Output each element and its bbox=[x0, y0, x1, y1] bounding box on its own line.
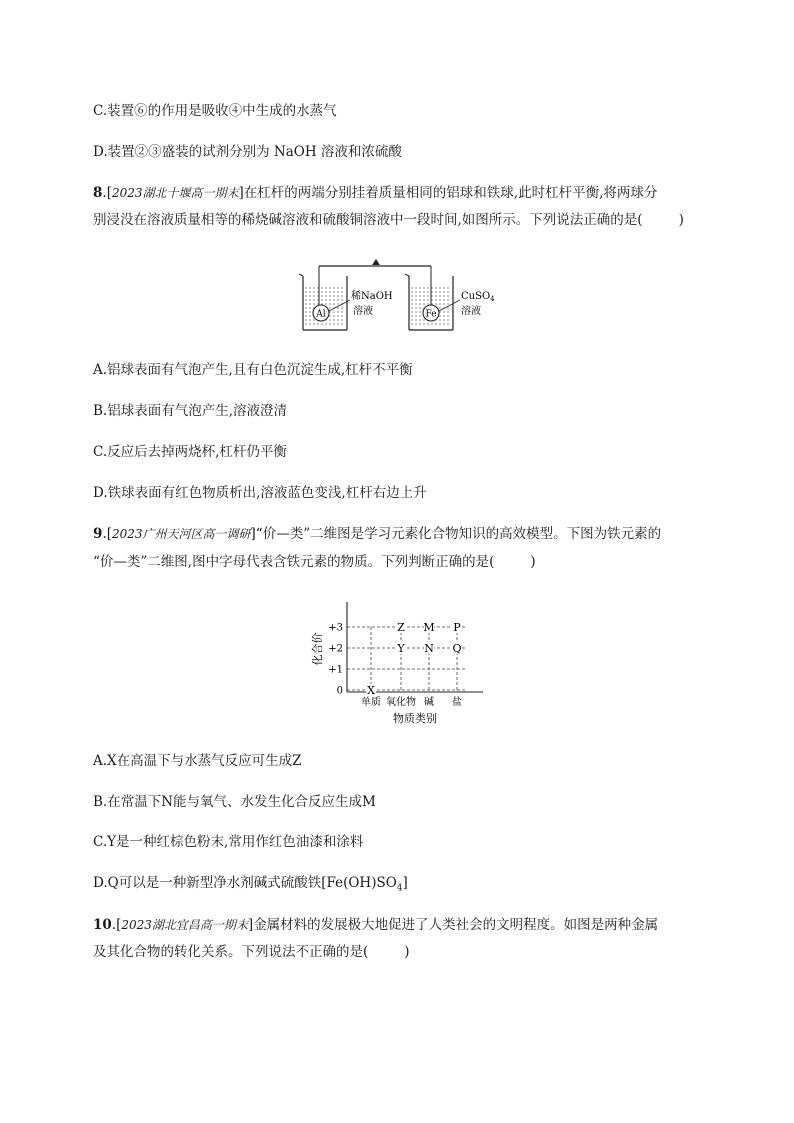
y-tick-label: +2 bbox=[328, 643, 343, 655]
q8-option-d: D.铁球表面有红色物质析出,溶液蓝色变浅,杠杆右边上升 bbox=[93, 485, 427, 501]
q8-option-b: B.铝球表面有气泡产生,溶液澄清 bbox=[93, 403, 288, 419]
q9-option-d-text: D.Q可以是一种新型净水剂碱式硫酸铁[Fe(OH)SO bbox=[93, 875, 397, 891]
q10-stem-line2 bbox=[93, 943, 410, 961]
q7-option-c: C.装置⑥的作用是吸收④中生成的水蒸气 bbox=[93, 103, 337, 119]
q8-option-c: C.反应后去掉两烧杯,杠杆仍平衡 bbox=[93, 444, 287, 460]
q10-paren-close: ) bbox=[404, 944, 410, 960]
y-axis-title: 化合价 bbox=[311, 632, 324, 666]
point-Q: Q bbox=[452, 642, 462, 655]
q10-stem-line1: 10.[2023湖北宜昌高一期末]金属材料的发展极大地促进了人类社会的文明程度。如图是两种金属 bbox=[93, 917, 659, 933]
point-M: M bbox=[423, 621, 435, 634]
q8-lever-figure bbox=[295, 250, 510, 338]
q10-stem-text1: 金属材料的发展极大地促进了人类社会的文明程度。如图是两种金属 bbox=[253, 917, 659, 933]
q10-stem-text2: 及其化合物的转化关系。下列说法不正确的是( bbox=[93, 944, 369, 960]
q8-number: 8 bbox=[93, 185, 103, 201]
y-tick-label: +3 bbox=[328, 622, 343, 634]
q9-stem-text1: “价—类”二维图是学习元素化合物知识的高效模型。下图为铁元素的 bbox=[255, 526, 662, 542]
left-solution-label1: 稀NaOH bbox=[351, 291, 393, 302]
q9-option-b: B.在常温下N能与氧气、水发生化合反应生成M bbox=[93, 794, 376, 810]
y-tick-label: 0 bbox=[336, 685, 343, 697]
q8-stem-text2: 别浸没在溶液质量相等的稀烧碱溶液和硫酸铜溶液中一段时间,如图所示。下列说法正确的是( bbox=[93, 212, 643, 228]
left-beaker bbox=[299, 274, 347, 330]
left-solution-label2: 溶液 bbox=[353, 306, 373, 317]
valence-type-chart bbox=[305, 598, 490, 728]
q8-option-a: A.铝球表面有气泡产生,且有白色沉淀生成,杠杆不平衡 bbox=[93, 362, 413, 378]
x-axis-title: 物质类别 bbox=[393, 712, 437, 725]
right-solution-label1: CuSO$_4$ bbox=[461, 291, 495, 303]
al-ball-label: Al bbox=[316, 309, 326, 320]
q9-option-d-sub: 4 bbox=[396, 883, 403, 894]
right-beaker bbox=[405, 274, 453, 330]
right-solution-label2: 溶液 bbox=[461, 306, 481, 317]
q9-stem-text2: “价—类”二维图,图中字母代表含铁元素的物质。下列判断正确的是( bbox=[93, 554, 495, 570]
q8-stem-line2 bbox=[93, 211, 684, 229]
q10-source: 2023湖北宜昌高一期末 bbox=[121, 918, 248, 932]
q9-stem-line1: 9.[2023广州天河区高一调研]“价—类”二维图是学习元素化合物知识的高效模型。下图为铁元素的 bbox=[93, 526, 662, 542]
q9-option-a: A.X在高温下与水蒸气反应可生成Z bbox=[93, 753, 302, 769]
q9-source: 2023广州天河区高一调研 bbox=[111, 527, 251, 541]
fulcrum bbox=[372, 259, 380, 265]
q8-source: 2023湖北十堰高一期末 bbox=[111, 186, 239, 200]
point-X: X bbox=[367, 684, 375, 697]
right-pointer bbox=[439, 300, 460, 311]
q10-number: 10 bbox=[93, 917, 112, 933]
point-Y: Y bbox=[397, 642, 405, 655]
q8-stem-line1: 8.[2023湖北十堰高一期末]在杠杆的两端分别挂着质量相同的铝球和铁球,此时杠杆平衡,将两球分 bbox=[93, 185, 658, 201]
q9-option-d-end: ] bbox=[402, 875, 408, 891]
q9-paren-close: ) bbox=[530, 554, 536, 570]
point-Z: Z bbox=[397, 621, 405, 634]
x-tick-label: 盐 bbox=[452, 697, 462, 708]
point-N: N bbox=[424, 642, 434, 655]
point-P: P bbox=[453, 621, 461, 634]
q9-stem-line2 bbox=[93, 553, 536, 571]
q8-paren-close: ) bbox=[678, 212, 684, 228]
x-tick-label: 氧化物 bbox=[386, 697, 416, 708]
fe-ball-label: Fe bbox=[425, 309, 437, 320]
q8-stem-text1: 在杠杆的两端分别挂着质量相同的铝球和铁球,此时杠杆平衡,将两球分 bbox=[243, 185, 658, 201]
y-tick-label: +1 bbox=[328, 664, 343, 676]
q9-option-d bbox=[93, 874, 408, 898]
x-tick-label: 碱 bbox=[424, 697, 434, 708]
q9-number: 9 bbox=[93, 526, 103, 542]
q7-option-d: D.装置②③盛装的试剂分别为 NaOH 溶液和浓硫酸 bbox=[93, 144, 402, 160]
x-tick-label: 单质 bbox=[361, 697, 381, 708]
q9-option-c: C.Y是一种红棕色粉末,常用作红色油漆和涂料 bbox=[93, 834, 364, 850]
